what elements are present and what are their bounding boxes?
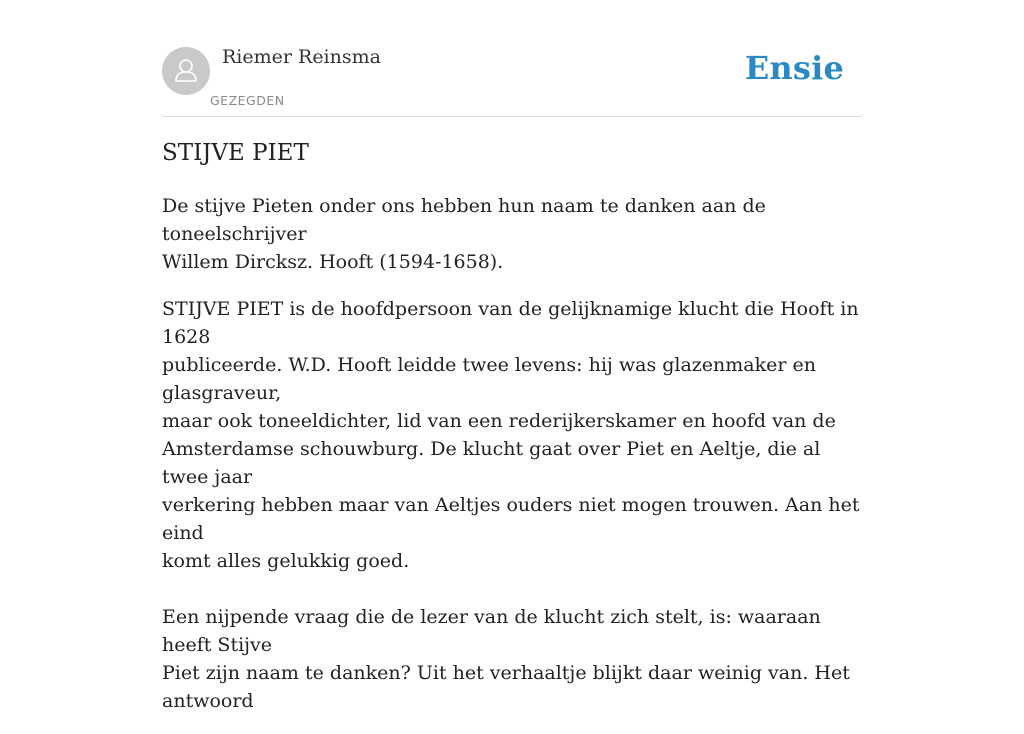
user-avatar-icon[interactable] xyxy=(162,47,210,95)
user-silhouette-icon xyxy=(162,47,210,95)
category-label[interactable]: GEZEGDEN xyxy=(210,93,285,108)
paragraph-1: De stijve Pieten onder ons hebben hun naam te danken aan de toneelschrijver Willem Dircksz. Hooft (1594-1658). xyxy=(162,195,766,273)
ensie-logo[interactable]: Ensie xyxy=(744,49,844,87)
author-name[interactable]: Riemer Reinsma xyxy=(222,46,381,68)
article-header xyxy=(162,0,862,117)
article-title: STIJVE PIET xyxy=(162,140,309,166)
paragraph-2: STIJVE PIET is de hoofdpersoon van de gelijknamige klucht die Hooft in 1628 publiceerde. W.D. Hooft leidde twee levens: hij was glazenmaker en glasgraveur, maar ook toneeldichter, lid van een rederijkerskamer en hoofd van de Amsterdamse schouwburg. De klucht gaat over Piet en Aeltje, die al twee jaar verkering hebben maar van Aeltjes ouders niet mogen trouwen. Aan het eind komt alles gelukkig goed. Een nijpende vraag die de lezer van de klucht zich stelt, is: waaraan heeft Stijve Piet zijn naam te danken? Uit het verhaaltje blijkt daar weinig van. Het antwoord xyxy=(162,298,860,712)
article-body xyxy=(162,192,862,734)
article-page xyxy=(162,0,862,712)
